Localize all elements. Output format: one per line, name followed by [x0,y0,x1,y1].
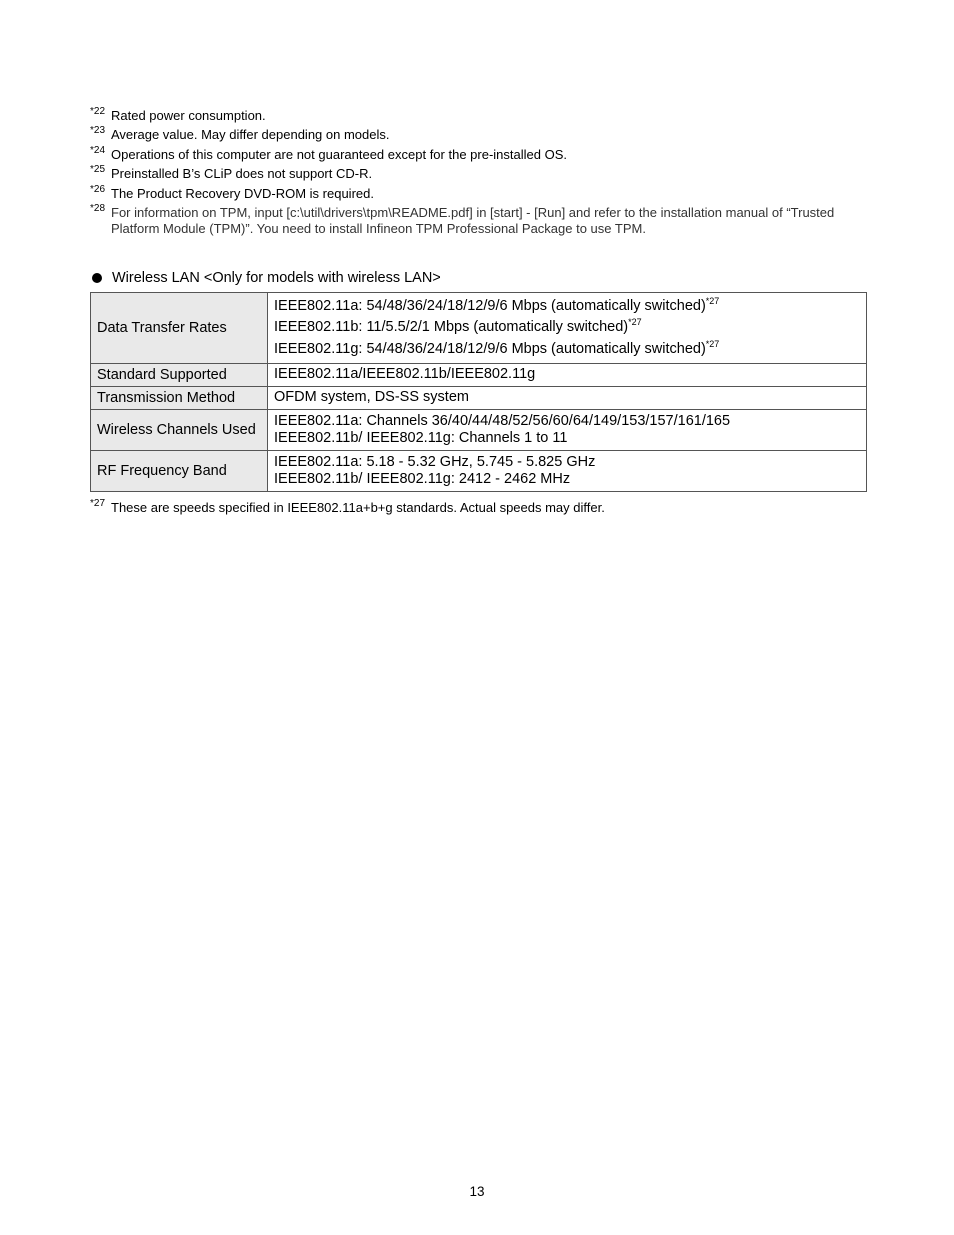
footnote-text: For information on TPM, input [c:\util\drivers\tpm\README.pdf] in [start] - [Run] and refer to the installation manual of “Trusted Platform Module (TPM)”. You need to install Infineon TPM Professional Package to use TPM. [111,204,835,236]
footnote-mark: *26 [90,183,106,195]
footnote-ref: *27 [628,317,642,328]
row-label: Wireless Channels Used [91,410,268,451]
footnote-mark: *25 [90,164,106,176]
table-row [91,451,867,492]
footnote-text: Rated power consumption. [111,108,266,123]
footnote-mark: *23 [90,125,106,137]
value-text: IEEE802.11b/ IEEE802.11g: Channels 1 to 11 [274,430,568,446]
footnote-mark: *27 [90,498,106,509]
section-title: Wireless LAN <Only for models with wireless LAN> [112,270,441,286]
footnotes [90,108,870,240]
footnote-text: Operations of this computer are not guaranteed except for the pre-installed OS. [111,146,567,162]
value-text: IEEE802.11a: 54/48/36/24/18/12/9/6 Mbps (automatically switched) [274,297,706,314]
row-label: Data Transfer Rates [91,293,268,364]
row-value [268,293,867,364]
value-line [274,317,860,339]
row-label: Standard Supported [91,364,268,387]
value-line [274,296,860,318]
footnote-24 [90,144,870,163]
value-text: IEEE802.11b/ IEEE802.11g: 2412 - 2462 MHz [274,471,571,487]
value-line [274,339,860,361]
value-text: OFDM system, DS-SS system [274,389,469,406]
footnote-mark: *22 [90,106,106,117]
table-footnote [90,500,605,516]
value-text: IEEE802.11g: 54/48/36/24/18/12/9/6 Mbps (automatically switched) [274,340,706,357]
value-text: IEEE802.11a: 5.18 - 5.32 GHz, 5.745 - 5.825 GHz [274,453,596,470]
footnote-28 [90,202,870,237]
footnote-ref: *27 [705,295,720,306]
row-label: Transmission Method [91,387,268,410]
bullet-icon [92,273,102,283]
row-label: RF Frequency Band [91,451,268,492]
footnote-25 [90,166,870,182]
row-value [268,410,867,451]
table-row [91,387,867,410]
footnote-text: Preinstalled B’s CLiP does not support CD-R. [111,166,373,182]
section-heading [90,270,441,286]
value-text: IEEE802.11a/IEEE802.11b/IEEE802.11g [274,366,536,383]
footnote-23 [90,127,870,143]
table-row [91,293,867,364]
footnote-22 [90,108,870,124]
value-text: IEEE802.11b: 11/5.5/2/1 Mbps (automatically switched) [274,319,629,336]
footnote-text: Average value. May differ depending on models. [111,127,390,143]
page-number: 13 [469,1184,485,1199]
table-row [91,364,867,387]
value-text: IEEE802.11a: Channels 36/40/44/48/52/56/60/64/149/153/157/161/165 [274,412,731,429]
footnote-text: These are speeds specified in IEEE802.11a+b+g standards. Actual speeds may differ. [111,500,605,515]
table-row [91,410,867,451]
row-value [268,387,867,410]
footnote-ref: *27 [705,338,720,349]
footnote-26 [90,183,870,202]
row-value [268,364,867,387]
footnote-mark: *24 [90,144,106,156]
footnote-text: The Product Recovery DVD-ROM is required. [111,185,374,201]
footnote-mark: *28 [90,202,106,214]
wireless-lan-spec-table [90,292,867,492]
row-value [268,451,867,492]
